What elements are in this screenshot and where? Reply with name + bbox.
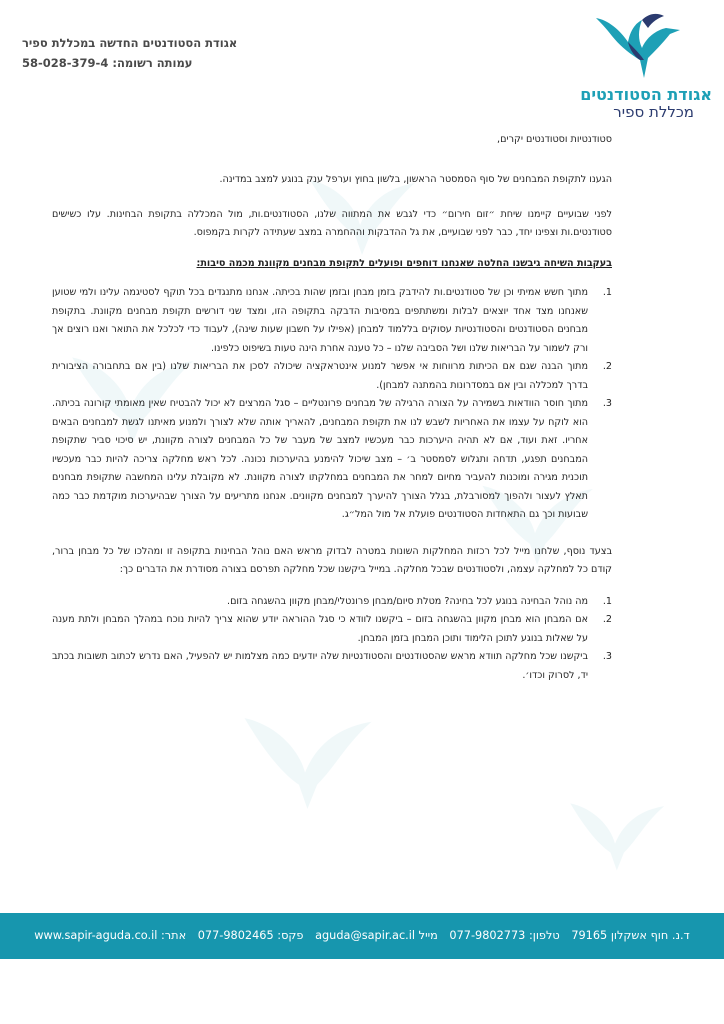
reasons-list [52, 284, 612, 525]
list-text: ביקשנו שכל מחלקה תוודא מראש שהסטודנטים והסטודנטיות שלה יודעים כמה מצלמות יש להפעיל, האם נדרש לכתוב תשובות בכתב יד, לסרוק וכדו׳. [52, 651, 588, 681]
list-number: 1. [602, 287, 612, 298]
list-text: מתוך חשש אמיתי וכן של סטודנטים.ות להידבק בזמן מבחן ובזמן שהות בכיתה. אנחנו מתנגדים בכל תוקף לסטיגמה עלינו ולמי שטוען שאנחנו מצד אחד יוצאים לבלות ומשתתפים במסיבות הדבקה בתקופה הזו, ומצד שני דורשים תקופת מבחנים מקוונת. בתקופת מבחנים הסטודנטים והסטודנטיות עסוקים בללמוד למבחן (אפילו על חשבון שעות שינה), לעבוד כדי לכלכל את התואר ואנו רוצים אך ורק לשמור על הבריאות שלנו ושל הסביבה שלנו – כל טענה אחרת הינה טעות בשיפוט כלפינו. [52, 287, 588, 354]
list-item [52, 395, 612, 525]
bird-watermark-icon [560, 790, 670, 875]
list-number: 3. [602, 398, 612, 409]
contact-footer [0, 913, 724, 959]
logo-subtitle: מכללת ספיר [613, 103, 694, 121]
list-item [52, 593, 612, 612]
requests-list [52, 593, 612, 686]
list-text: מתוך חוסר הוודאות בשמירה על הצורה הרגילה של מבחנים פרונטליים – סגל המרצים לא יכול להבטיח שאין מאומתי קורונה בכיתה. הוא לוקח על עצמו את האחריות לשבש לנו את תקופת המבחנים, להאריך אותה שלא לצורך ולמנוע מאיתנו לגשת למבחנים הבאים אחריו. זאת ועוד, אם לא תהיה היערכות כבר מעכשיו למצב של מעבר של כל המבחנים לצורה מקוונת, יש סיכוי סביר שתקופת המבחנים תפגע, תדחה ותגלוש לסמסטר ב׳ – מצב שיכול להימנע בהיערכות נכונה. לכל ראש מחלקה צריכה להיות כבר מעכשיו תוכנית מגירה ומוכנות להעביר מחיום למחר את המבחנים במחלקתו לצורה מקוונת. לא מקובלת עלינו המחשבה שתקופת מבחנים תאלץ לעצור ולהפוך למסורבלת, בגלל הצורך להיערך למבחנים מקוונים. אנחנו מתריעים על הצורך שבהיערכות מוקדמת כבר כמה שבועות וכך גם התאחדות הסטודנטים פועלת אל מול המל״ג. [52, 398, 588, 520]
reasons-heading: בעקבות השיחה גיבשנו החלטה שאנחנו דוחפים ופועלים לתקופת מבחנים מקוונת מכמה סיבות: [196, 257, 612, 269]
logo [572, 8, 712, 121]
list-number: 2. [602, 361, 612, 372]
organization-details [22, 33, 282, 73]
list-text: אם המבחן הוא מבחן מקוון בהשגחה בזום – ביקשנו לוודא כי סגל ההוראה יודע שהוא צריך להיות נוכח במהלך המבחן ולתת מענה על שאלות בנוגע לתוכן הלימוד ותוכן המבחן בזמן המבחן. [52, 614, 588, 644]
footer-fax: פקס: 077-9802465 [197, 929, 304, 942]
followup-paragraph: בצעד נוסף, שלחנו מייל לכל רכזות המחלקות השונות במטרה לבדוק מראש האם נוהל הבחינות בתקופה זו ומהלכו של כל מבחן ברור, קודם כל למחלקה עצמה, ולסטודנטים שבכל מחלקה. במייל ביקשנו שכל מחלקה תפרסם בצורה מסודרת את הדברים כך: [52, 545, 612, 575]
bird-watermark-icon [230, 700, 380, 815]
letter-body [52, 131, 612, 685]
logo-title: אגודת הסטודנטים [580, 85, 712, 104]
list-number: 1. [602, 595, 612, 607]
footer-email[interactable]: מייל aguda@sapir.ac.il [315, 929, 438, 942]
footer-phone[interactable]: טלפון: 077-9802773 [449, 929, 560, 942]
footer-website[interactable]: אתר: www.sapir-aguda.co.il [34, 929, 187, 942]
registration-number: עמותה רשומה: 58-028-379-4 [22, 56, 193, 70]
list-item [52, 284, 612, 358]
list-number: 3. [602, 651, 612, 662]
greeting: סטודנטיות וסטודנטים יקרים, [497, 134, 612, 145]
list-item [52, 648, 612, 685]
list-number: 2. [602, 614, 612, 625]
background-paragraph: לפני שבועיים קיימנו שיחת ״זום חירום״ כדי לגבש את המתווה שלנו, הסטודנטים.ות, מול המכללה בתקופת הבחינות. עלו כשישים סטודנטים.ות וצפינו יחד, כבר לפני שבועיים, את גל ההדבקות וההחמרה במצב שעתידה לקרות בקמפוס. [52, 208, 612, 238]
list-item [52, 611, 612, 648]
list-item [52, 358, 612, 395]
list-text: מתוך הבנה שגם אם הכיתות מרווחות אי אפשר למנוע אינטראקציה שיכולה לסכן את הבריאות שלנו (בין אם בתחבורה הציבורית בדרך למכללה ובין אם במסדרונות בהמתנה למבחן). [52, 361, 588, 391]
bird-logo-icon [594, 8, 684, 80]
list-text: מה נוהל הבחינה בנוגע לכל בחינה? מטלת סיום/מבחן פרונטלי/מבחן מקוון בהשגחה בזום. [227, 595, 588, 607]
organization-name: אגודת הסטודנטים החדשה במכללת ספיר [22, 36, 238, 50]
intro-paragraph: הגענו לתקופת המבחנים של סוף הסמסטר הראשון, בלשון בחוץ וערפל ענק בנוגע למצב במדינה. [219, 174, 612, 185]
footer-contact-line [0, 913, 724, 959]
footer-address: ד.נ. חוף אשקלון 79165 [571, 929, 690, 942]
